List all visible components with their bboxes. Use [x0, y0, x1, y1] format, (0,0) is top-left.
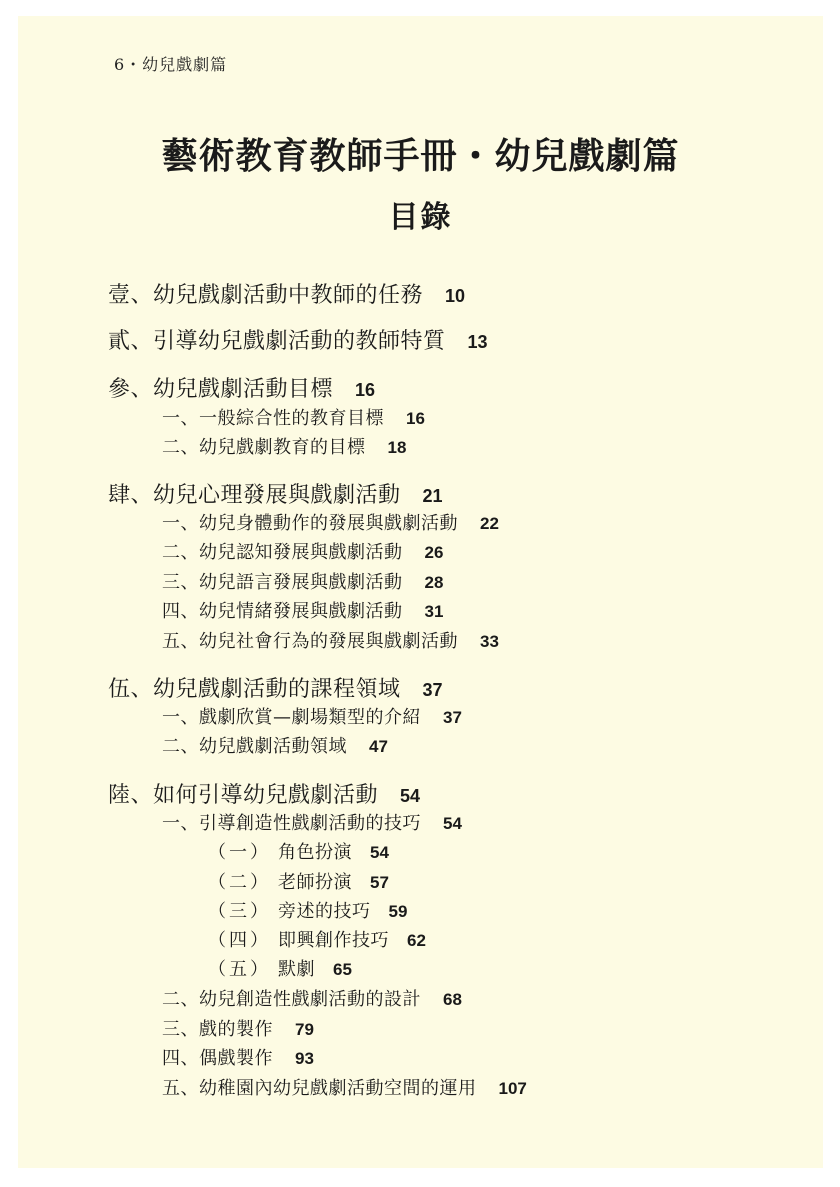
- toc-entry: [208, 868, 389, 894]
- toc-entry: [162, 597, 443, 623]
- toc-entry-label: 二、幼兒戲劇教育的目標: [162, 437, 366, 458]
- toc-entry-page-number: 21: [422, 486, 443, 506]
- book-title: 藝術教育教師手冊・幼兒戲劇篇: [161, 136, 680, 177]
- toc-entry: [162, 627, 499, 653]
- toc-entry-page-number: 13: [467, 332, 488, 352]
- toc-entry: [162, 538, 443, 564]
- toc-entry-page-number: 68: [443, 990, 462, 1009]
- toc-entry: [208, 897, 407, 923]
- toc-entry-label: 二、幼兒創造性戲劇活動的設計: [162, 989, 421, 1010]
- toc-entry-label: 四、偶戲製作: [162, 1048, 273, 1069]
- toc-entry-page-number: 107: [498, 1079, 527, 1098]
- toc-entry-page-number: 31: [424, 602, 444, 621]
- toc-entry-label: 三、幼兒語言發展與戲劇活動: [162, 572, 403, 593]
- toc-entry-page-number: 18: [387, 438, 407, 457]
- toc-entry-label: 五、幼兒社會行為的發展與戲劇活動: [162, 631, 458, 652]
- toc-entry-page-number: 54: [443, 814, 462, 833]
- toc-entry-label: 伍、幼兒戲劇活動的課程領域: [108, 677, 401, 702]
- toc-entry-label: 四、幼兒情緒發展與戲劇活動: [162, 601, 403, 622]
- toc-entry: [162, 1074, 527, 1100]
- toc-entry-page-number: 37: [443, 708, 462, 727]
- toc-entry-page-number: 37: [422, 680, 443, 700]
- toc-entry: [108, 672, 443, 703]
- toc-entry-page-number: 79: [295, 1020, 314, 1039]
- toc-entry-page-number: 93: [295, 1049, 314, 1068]
- toc-entry-label: 一、幼兒身體動作的發展與戲劇活動: [162, 513, 458, 534]
- toc-entry: [162, 404, 425, 430]
- document-page: [18, 16, 823, 1168]
- toc-entry-label: 一、引導創造性戲劇活動的技巧: [162, 813, 421, 834]
- toc-entry-label: 即興創作技巧: [278, 930, 389, 951]
- toc-entry: [162, 1015, 314, 1041]
- toc-entry-label: 貳、引導幼兒戲劇活動的教師特質: [108, 329, 446, 354]
- toc-entry-page-number: 57: [370, 873, 389, 892]
- toc-entry-label: 陸、如何引導幼兒戲劇活動: [108, 783, 379, 808]
- toc-entry-number: （三）: [208, 901, 271, 922]
- toc-entry: [162, 809, 462, 835]
- toc-heading: 目錄: [388, 200, 453, 235]
- toc-entry-label: 一、一般綜合性的教育目標: [162, 408, 384, 429]
- toc-entry-number: （五）: [208, 959, 271, 980]
- toc-entry-page-number: 16: [406, 409, 425, 428]
- toc-entry-number: （四）: [208, 930, 271, 951]
- toc-entry: [108, 278, 465, 309]
- toc-entry: [162, 509, 499, 535]
- toc-entry: [162, 1044, 314, 1070]
- toc-entry-page-number: 16: [355, 380, 376, 400]
- toc-entry-label: 參、幼兒戲劇活動目標: [108, 377, 334, 402]
- toc-entry-label: 角色扮演: [278, 842, 352, 863]
- toc-entry-page-number: 26: [424, 543, 444, 562]
- toc-entry: [108, 778, 420, 809]
- toc-entry-page-number: 10: [445, 286, 466, 306]
- toc-entry: [162, 433, 406, 459]
- toc-entry-number: （一）: [208, 842, 271, 863]
- toc-entry-page-number: 54: [400, 786, 421, 806]
- toc-entry-label: 默劇: [278, 959, 315, 980]
- table-of-contents: [18, 16, 823, 1168]
- toc-entry-page-number: 47: [369, 737, 388, 756]
- toc-entry-label: 老師扮演: [278, 872, 352, 893]
- toc-entry-label: 三、戲的製作: [162, 1019, 273, 1040]
- toc-entry: [108, 478, 443, 509]
- toc-entry: [108, 372, 375, 403]
- toc-entry-label: 五、幼稚園內幼兒戲劇活動空間的運用: [162, 1078, 477, 1099]
- toc-entry-label: 一、戲劇欣賞—劇場類型的介紹: [162, 707, 421, 728]
- toc-entry: [162, 703, 462, 729]
- toc-entry: [208, 955, 352, 981]
- toc-entry-number: （二）: [208, 872, 271, 893]
- toc-entry: [208, 926, 426, 952]
- toc-entry-page-number: 59: [388, 902, 408, 921]
- toc-entry-page-number: 54: [370, 843, 389, 862]
- toc-entry-label: 肆、幼兒心理發展與戲劇活動: [108, 483, 401, 508]
- toc-entry: [162, 568, 443, 594]
- toc-entry: [162, 985, 462, 1011]
- toc-entry-page-number: 65: [333, 960, 352, 979]
- toc-entry-label: 二、幼兒戲劇活動領域: [162, 736, 347, 757]
- toc-entry-label: 壹、幼兒戲劇活動中教師的任務: [108, 283, 424, 308]
- toc-entry-label: 二、幼兒認知發展與戲劇活動: [162, 542, 403, 563]
- toc-entry: [162, 732, 388, 758]
- toc-entry-page-number: 33: [480, 632, 499, 651]
- toc-entry-page-number: 62: [407, 931, 426, 950]
- running-header: 6・幼兒戲劇篇: [114, 55, 228, 74]
- toc-entry-page-number: 22: [480, 514, 499, 533]
- toc-entry: [208, 838, 389, 864]
- toc-entry-page-number: 28: [424, 573, 444, 592]
- toc-entry: [108, 324, 488, 355]
- toc-entry-label: 旁述的技巧: [278, 901, 371, 922]
